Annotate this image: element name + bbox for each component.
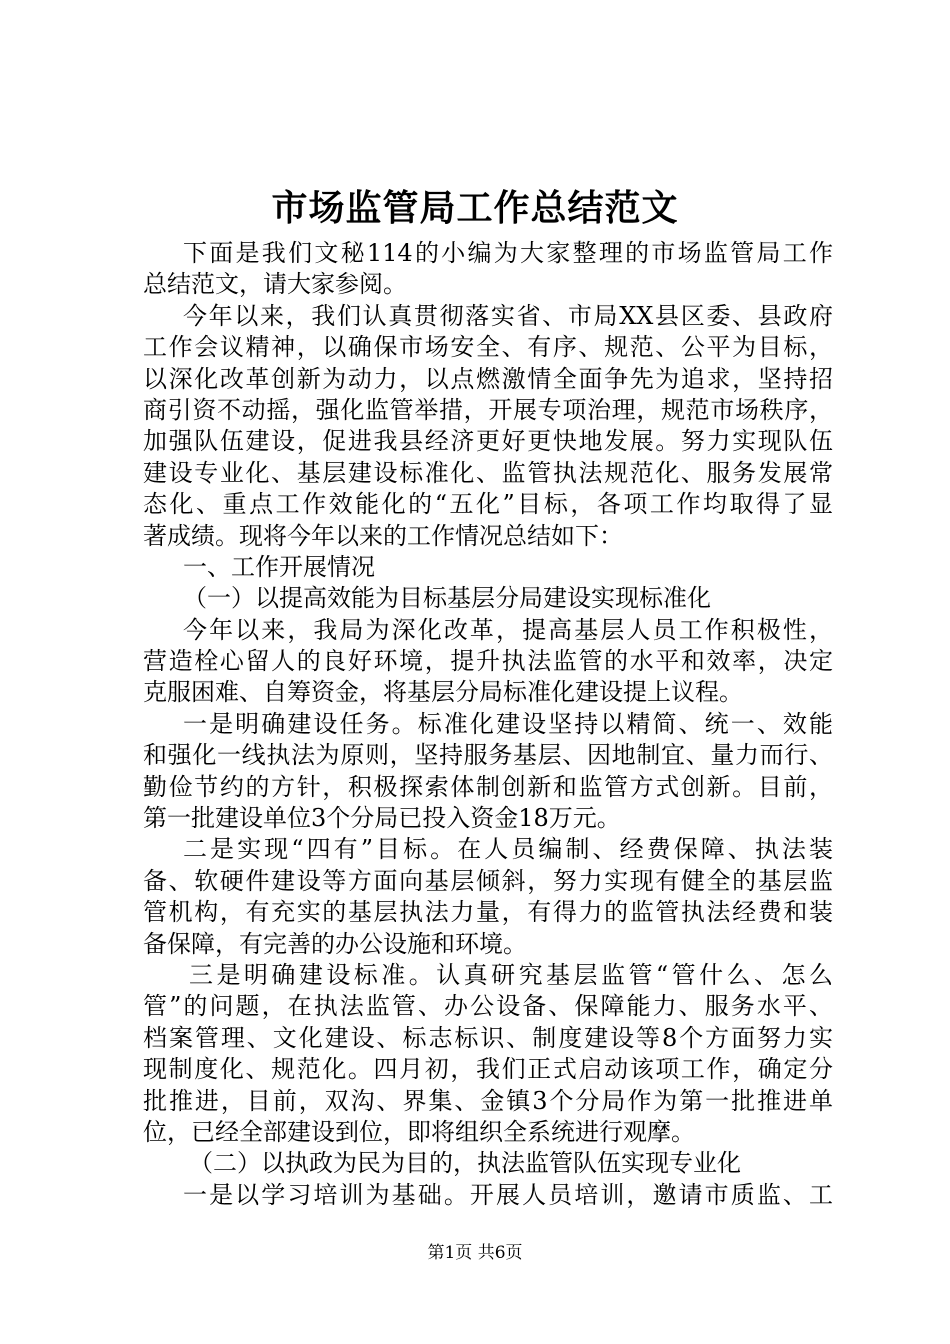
subsection-heading: （一）以提高效能为目标基层分局建设实现标准化 bbox=[183, 584, 711, 613]
text-line: 商引资不动摇，强化监管举措，开展专项治理，规范市场秩序， bbox=[143, 395, 833, 424]
document-body bbox=[143, 238, 833, 1211]
page-number-footer: 第1页 共6页 bbox=[427, 1243, 523, 1263]
subsection-heading: （二）以执政为民为目的，执法监管队伍实现专业化 bbox=[189, 1149, 741, 1178]
text-line: 态化、重点工作效能化的“五化”目标，各项工作均取得了显 bbox=[143, 490, 833, 519]
text-line: 一是以学习培训为基础。开展人员培训，邀请市质监、工 bbox=[183, 1180, 833, 1209]
text-line: 以深化改革创新为动力，以点燃激情全面争先为追求，坚持招 bbox=[143, 364, 833, 393]
text-line: 批推进，目前，双沟、界集、金镇3个分局作为第一批推进单 bbox=[143, 1086, 833, 1115]
text-line: 第一批建设单位3个分局已投入资金18万元。 bbox=[143, 804, 621, 833]
text-line: 管”的问题，在执法监管、办公设备、保障能力、服务水平、 bbox=[143, 992, 833, 1021]
text-line: 现制度化、规范化。四月初，我们正式启动该项工作，确定分 bbox=[143, 1055, 833, 1084]
document-title: 市场监管局工作总结范文 bbox=[271, 187, 679, 229]
text-line: 三是明确建设标准。认真研究基层监管“管什么、怎么 bbox=[189, 960, 833, 989]
text-line: 勤俭节约的方针，积极探索体制创新和监管方式创新。目前， bbox=[143, 772, 833, 801]
text-line: 今年以来，我们认真贯彻落实省、市局XX县区委、县政府 bbox=[183, 301, 833, 330]
text-line: 二是实现“四有”目标。在人员编制、经费保障、执法装 bbox=[183, 835, 833, 864]
text-line: 下面是我们文秘114的小编为大家整理的市场监管局工作 bbox=[183, 239, 833, 267]
text-line: 克服困难、自筹资金，将基层分局标准化建设提上议程。 bbox=[143, 678, 743, 707]
text-line: 营造栓心留人的良好环境，提升执法监管的水平和效率，决定 bbox=[143, 647, 833, 676]
text-line: 今年以来，我局为深化改革，提高基层人员工作积极性， bbox=[183, 615, 833, 644]
text-line: 备保障，有完善的办公设施和环境。 bbox=[143, 929, 527, 958]
text-line: 工作会议精神，以确保市场安全、有序、规范、公平为目标， bbox=[143, 333, 833, 362]
text-line: 总结范文，请大家参阅。 bbox=[143, 270, 407, 299]
text-line: 建设专业化、基层建设标准化、监管执法规范化、服务发展常 bbox=[143, 458, 833, 487]
text-line: 位，已经全部建设到位，即将组织全系统进行观摩。 bbox=[143, 1117, 695, 1146]
text-line: 备、软硬件建设等方面向基层倾斜，努力实现有健全的基层监 bbox=[143, 866, 833, 895]
text-line: 档案管理、文化建设、标志标识、制度建设等8个方面努力实 bbox=[143, 1023, 833, 1052]
text-line: 著成绩。现将今年以来的工作情况总结如下： bbox=[143, 521, 623, 550]
section-heading: 一、工作开展情况 bbox=[183, 552, 375, 581]
text-line: 一是明确建设任务。标准化建设坚持以精简、统一、效能 bbox=[183, 709, 833, 738]
text-line: 和强化一线执法为原则，坚持服务基层、因地制宜、量力而行、 bbox=[143, 741, 833, 770]
text-line: 加强队伍建设，促进我县经济更好更快地发展。努力实现队伍 bbox=[143, 427, 833, 456]
text-line: 管机构，有充实的基层执法力量，有得力的监管执法经费和装 bbox=[143, 898, 833, 927]
